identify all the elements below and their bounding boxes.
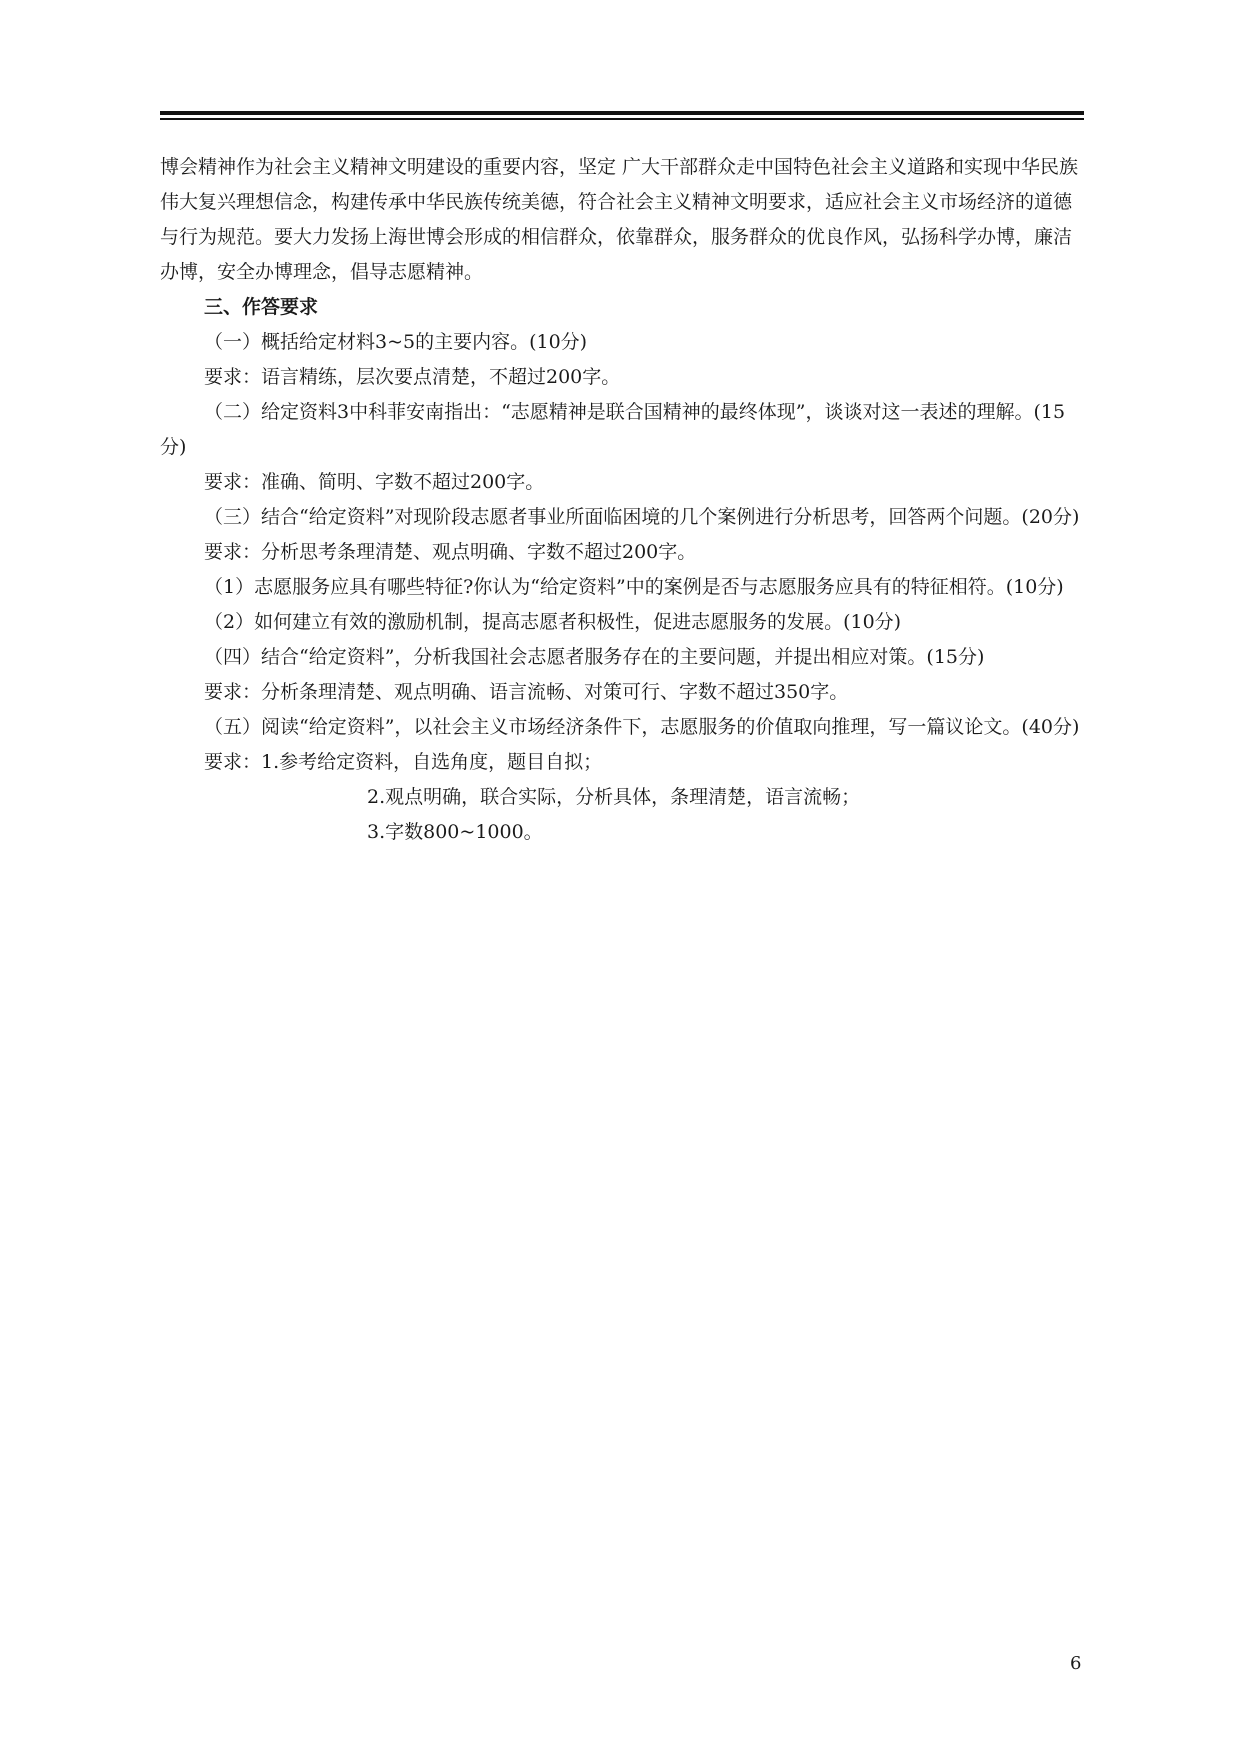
header-rule-thin: [160, 118, 1084, 120]
document-body: [160, 150, 1084, 850]
question-5-requirement-1: 要求：1.参考给定资料，自选角度，题目自拟；: [204, 751, 603, 773]
section-heading: 三、作答要求: [204, 296, 319, 318]
question-4: （四）结合“给定资料”，分析我国社会志愿者服务存在的主要问题，并提出相应对策。(15分): [204, 646, 985, 668]
question-3-requirement: 要求：分析思考条理清楚、观点明确、字数不超过200字。: [204, 541, 697, 563]
question-5: （五）阅读“给定资料”，以社会主义市场经济条件下，志愿服务的价值取向推理，写一篇议论文。(40分): [204, 716, 1080, 738]
question-1: （一）概括给定材料3~5的主要内容。(10分): [204, 331, 588, 353]
question-3-sub-1: （1）志愿服务应具有哪些特征?你认为“给定资料”中的案例是否与志愿服务应具有的特征相符。(10分): [204, 576, 1064, 598]
intro-paragraph: 博会精神作为社会主义精神文明建设的重要内容，坚定 广大干部群众走中国特色社会主义道路和实现中华民族伟大复兴理想信念，构建传承中华民族传统美德，符合社会主义精神文明要求，适应社会主义市场经济的道德与行为规范。要大力发扬上海世博会形成的相信群众，依靠群众，服务群众的优良作风，弘扬科学办博，廉洁办博，安全办博理念，倡导志愿精神。: [160, 156, 1079, 283]
question-3-sub-2: （2）如何建立有效的激励机制，提高志愿者积极性，促进志愿服务的发展。(10分): [204, 611, 902, 633]
question-5-requirement-3: 3.字数800~1000。: [367, 821, 543, 843]
question-5-requirement-2: 2.观点明确，联合实际，分析具体，条理清楚，语言流畅；: [367, 786, 861, 808]
question-4-requirement: 要求：分析条理清楚、观点明确、语言流畅、对策可行、字数不超过350字。: [204, 681, 849, 703]
question-2: （二）给定资料3中科菲安南指出：“志愿精神是联合国精神的最终体现”，谈谈对这一表述的理解。(15分): [160, 401, 1066, 458]
header-rule-thick: [160, 111, 1084, 115]
question-3: （三）结合“给定资料”对现阶段志愿者事业所面临困境的几个案例进行分析思考，回答两个问题。(20分): [204, 506, 1080, 528]
question-1-requirement: 要求：语言精练，层次要点清楚，不超过200字。: [204, 366, 621, 388]
page-number: 6: [1070, 1653, 1082, 1674]
question-2-requirement: 要求：准确、简明、字数不超过200字。: [204, 471, 545, 493]
